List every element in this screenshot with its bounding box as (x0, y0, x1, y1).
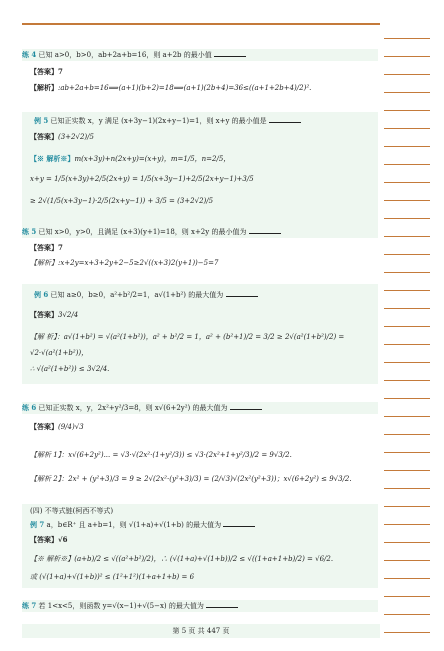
section-title: (四) 不等式链(柯西不等式) (30, 507, 114, 515)
example-question: 已知 a≥0，b≥0，a²+b²/2=1，a√(1+b²) 的最大值为 (50, 291, 224, 299)
notes-margin (384, 38, 434, 638)
example-label: 例 7 (30, 520, 45, 529)
example-question: a，b∈R⁺ 且 a+b=1，则 √(1+a)+√(1+b) 的最大值为 (46, 521, 222, 529)
page-footer (22, 624, 380, 638)
analysis-line: 【解析】:ab+2a+b=16⟹(a+1)(b+2)=18⟹(a+1)(2b+4)=36≤((a+1+2b+4)/2)². (30, 83, 312, 92)
analysis-line: 【※ 解析※】m(x+3y)+n(2x+y)=(x+y)，m=1/5，n=2/5， (30, 154, 231, 163)
exercise-7-header (22, 600, 378, 612)
answer-line: 【答案】7 (30, 67, 63, 76)
analysis-line-3: ≥ 2√(1/5(x+3y−1)·2/5(2x+y−1)) + 3/5 = (3+2√2)/5 (30, 197, 214, 205)
exercise-5-header (22, 226, 378, 238)
header-rule (22, 23, 380, 25)
answer-blank (230, 409, 262, 410)
analysis-line: 【※ 解析※】(a+b)/2 ≤ √((a²+b²)/2)，∴ (√(1+a)+√(1+b))/2 ≤ √((1+a+1+b)/2) = √6/2. (30, 555, 334, 563)
analysis-line: 【解 析】：a√(1+b²) = √(a²(1+b²))，a² + b²/2 = 1，a² + (b²+1)/2 = 3/2 ≥ 2√(a²(1+b²)/2) = (30, 333, 345, 341)
answer-line: 【答案】√6 (30, 535, 68, 544)
example-6-block (22, 284, 378, 384)
example-5-block (22, 112, 378, 230)
exercise-question: 已知正实数 x，y，2x²+y²/3=8，则 x√(6+2y²) 的最大值为 (38, 404, 228, 412)
analysis-line-2: 【解析 2】：2x² + (y²+3)/3 = 9 ≥ 2√(2x²·(y²+3)/3) = (2/√3)√(2x²(y²+3))；x√(6+2y²) ≤ 9√3/2. (30, 475, 352, 483)
analysis-line-2: √2·√(a²(1+b²))， (30, 349, 89, 357)
section-4-block (22, 504, 378, 588)
answer-blank (249, 233, 281, 234)
page-number: 第 5 页 共 447 页 (172, 627, 230, 635)
answer-blank (206, 607, 238, 608)
analysis-line-2: 或 (√(1+a)+√(1+b))² ≤ (1²+1²)(1+a+1+b) = 6 (30, 573, 195, 581)
exercise-4-header (22, 49, 378, 61)
analysis-line: 【解析】:x+2y=x+3+2y+2−5≥2√((x+3)2(y+1))−5=7 (30, 259, 219, 267)
analysis-line-3: ∴ √(a²(1+b²)) ≤ 3√2/4. (30, 365, 110, 373)
example-label: 例 6 (34, 290, 49, 299)
answer-blank (223, 526, 255, 527)
exercise-6-header (22, 402, 378, 414)
exercise-question: 若 1<x<5，则函数 y=√(x−1)+√(5−x) 的最大值为 (38, 602, 204, 610)
analysis-line: 【解析 1】：x√(6+2y²)... = √3·√(2x²·(1+y²/3)) ≤ √3·(2x²+1+y²/3)/2 = 9√3/2. (30, 451, 292, 459)
exercise-label: 练 7 (22, 601, 37, 610)
answer-line: 【答案】(9/4)√3 (30, 422, 84, 431)
answer-line: 【答案】3√2/4 (30, 310, 79, 319)
answer-blank (226, 296, 258, 297)
answer-line: 【答案】(3+2√2)/5 (30, 132, 94, 141)
exercise-label: 练 5 (22, 227, 37, 236)
exercise-question: 已知 x>0，y>0，且满足 (x+3)(y+1)=18，则 x+2y 的最小值为 (38, 228, 247, 236)
answer-blank (269, 122, 301, 123)
analysis-line-2: x+y = 1/5(x+3y)+2/5(2x+y) = 1/5(x+3y−1)+2/5(2x+y−1)+3/5 (30, 175, 254, 183)
answer-line: 【答案】7 (30, 243, 63, 252)
example-question: 已知正实数 x，y 满足 (x+3y−1)(2x+y−1)=1，则 x+y 的最小值是 (50, 117, 267, 125)
exercise-label: 练 4 (22, 50, 37, 59)
exercise-question: 已知 a>0，b>0，ab+2a+b=16，则 a+2b 的最小值 (38, 51, 212, 59)
example-label: 例 5 (34, 116, 49, 125)
exercise-label: 练 6 (22, 403, 37, 412)
answer-blank (214, 56, 246, 57)
